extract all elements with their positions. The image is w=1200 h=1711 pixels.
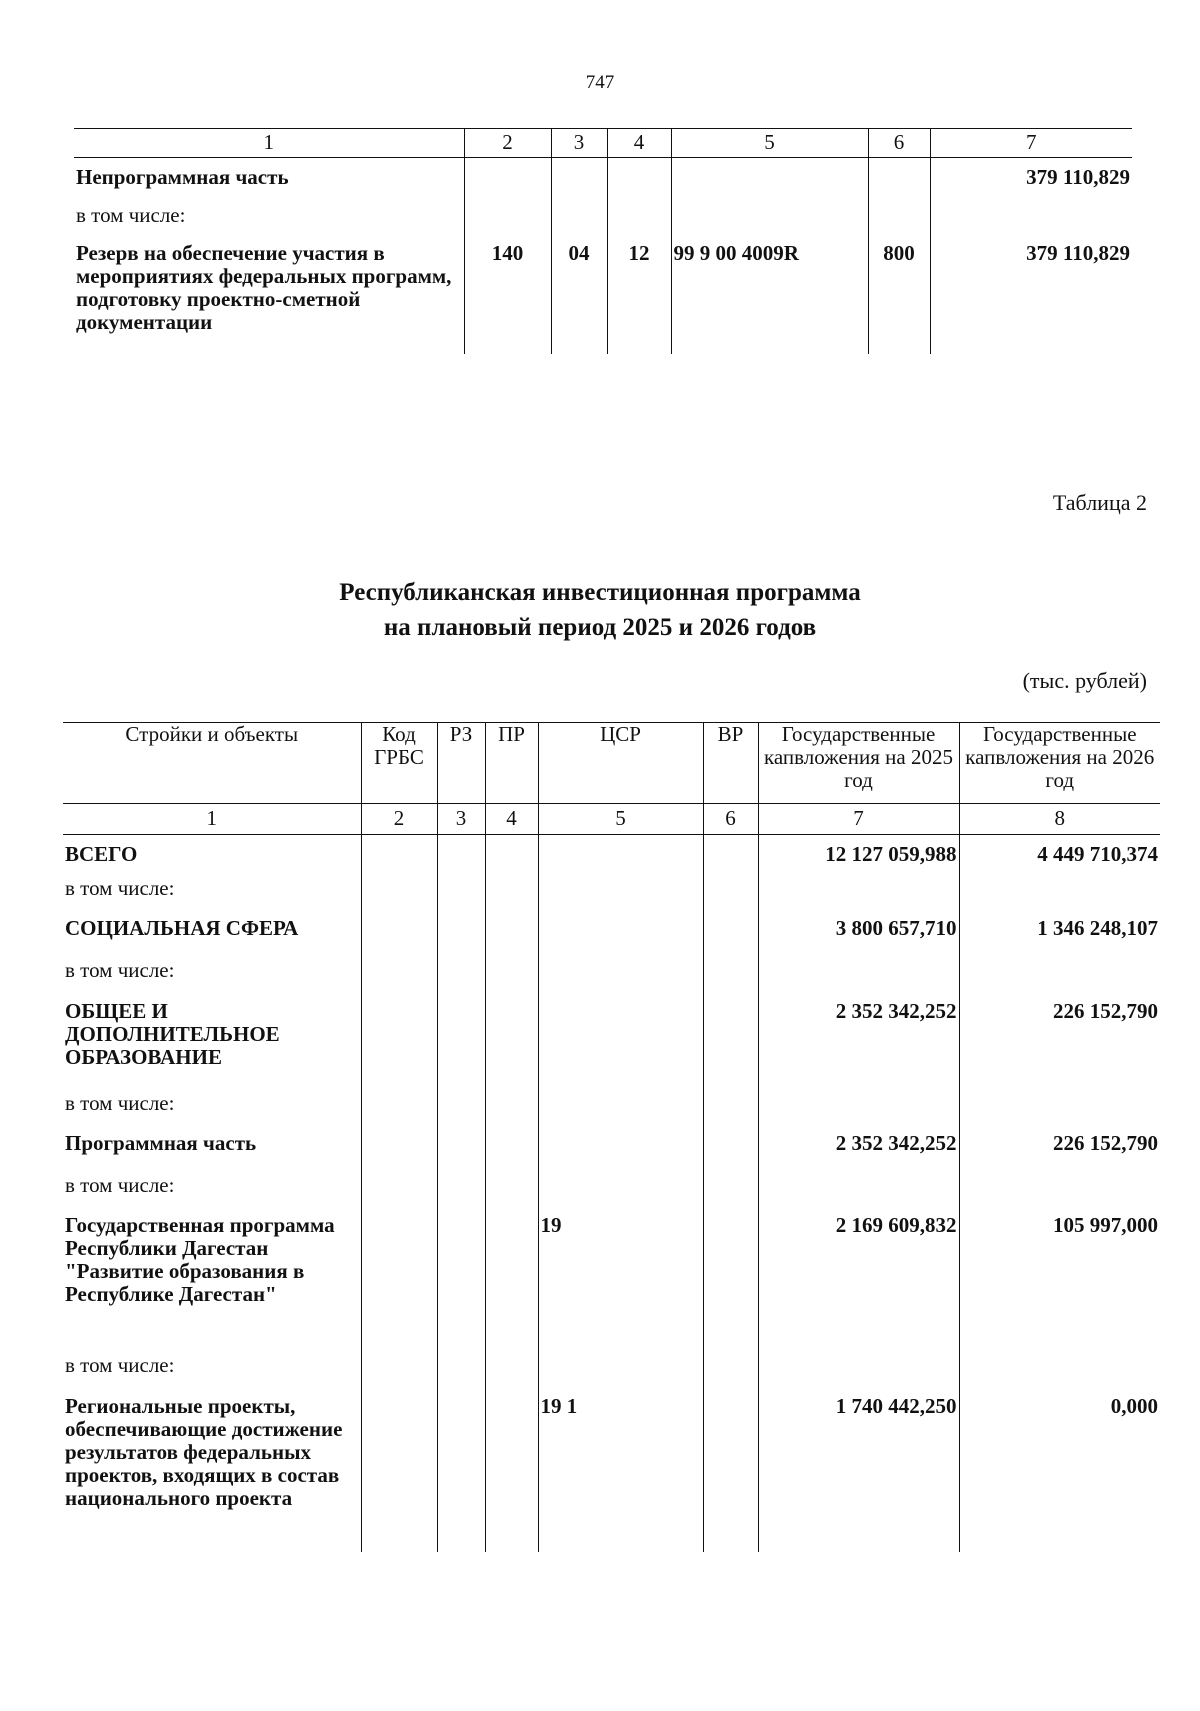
column-number: 1	[74, 129, 464, 158]
row-grbs: 140	[464, 242, 551, 354]
row-pr: 12	[607, 242, 671, 354]
header-cell: РЗ	[437, 723, 485, 804]
table-row	[63, 1000, 1160, 1092]
column-number: 8	[959, 804, 1160, 835]
row-name: в том числе:	[65, 1090, 175, 1115]
row-amount: 379 110,829	[930, 158, 1132, 204]
header-cell: Стройки и объекты	[63, 723, 361, 804]
table-row	[63, 835, 1160, 877]
column-number: 3	[437, 804, 485, 835]
row-name: ОБЩЕЕ И ДОПОЛНИТЕЛЬНОЕ ОБРАЗОВАНИЕ	[65, 998, 280, 1069]
row-name: Резерв на обеспечение участия в мероприятиях федеральных программ, подготовку проектно-сметной документации	[76, 240, 452, 334]
table-row	[63, 917, 1160, 959]
row-amount-2026: 1 346 248,107	[959, 917, 1160, 959]
header-cell: ЦСР	[538, 723, 703, 804]
row-amount-2025: 3 800 657,710	[758, 917, 959, 959]
table-row	[63, 1174, 1160, 1214]
title-line: на плановый период 2025 и 2026 годов	[383, 614, 817, 641]
budget-table-continuation	[74, 128, 1132, 354]
header-cell: Код ГРБС	[361, 723, 437, 804]
row-amount-2025: 2 352 342,252	[758, 1000, 959, 1092]
header-cell: Государственные капвложения на 2025 год	[758, 723, 959, 804]
row-name: в том числе:	[65, 875, 175, 900]
row-amount-2026: 0,000	[959, 1395, 1160, 1552]
column-number: 7	[758, 804, 959, 835]
row-name: СОЦИАЛЬНАЯ СФЕРА	[65, 915, 299, 940]
row-amount-2025: 2 352 342,252	[758, 1132, 959, 1174]
header-cell: Государственные капвложения на 2026 год	[959, 723, 1160, 804]
row-amount-2025: 12 127 059,988	[758, 835, 959, 877]
column-number: 6	[868, 129, 930, 158]
row-amount-2025: 2 169 609,832	[758, 1214, 959, 1354]
row-amount-2025: 1 740 442,250	[758, 1395, 959, 1552]
table-label: Таблица 2	[1052, 490, 1147, 515]
row-amount-2026: 4 449 710,374	[959, 835, 1160, 877]
units-note: (тыс. рублей)	[1022, 668, 1147, 693]
table-row	[74, 204, 1132, 242]
table-row	[63, 1395, 1160, 1552]
table-row	[63, 877, 1160, 917]
column-number: 2	[361, 804, 437, 835]
row-amount-2026: 226 152,790	[959, 1132, 1160, 1174]
row-name: Государственная программа Республики Дагестан "Развитие образования в Республике Дагестан"	[65, 1212, 335, 1306]
row-name: Региональные проекты, обеспечивающие достижение результатов федеральных проектов, входящих в состав национального проекта	[65, 1393, 343, 1510]
title-line: Республиканская инвестиционная программа	[339, 579, 861, 606]
page-number: 747	[585, 72, 615, 93]
row-csr: 19 1	[538, 1395, 703, 1552]
row-csr: 19	[538, 1214, 703, 1354]
column-number: 2	[464, 129, 551, 158]
row-name: Непрограммная часть	[76, 165, 289, 189]
row-rz: 04	[551, 242, 607, 354]
row-amount-2026: 226 152,790	[959, 1000, 1160, 1092]
column-number: 5	[538, 804, 703, 835]
column-number: 1	[63, 804, 361, 835]
row-amount: 379 110,829	[930, 242, 1132, 354]
column-number: 4	[485, 804, 538, 835]
table-row	[63, 959, 1160, 1000]
row-amount-2026: 105 997,000	[959, 1214, 1160, 1354]
column-number: 4	[607, 129, 671, 158]
column-number-row	[63, 804, 1160, 835]
row-name: ВСЕГО	[65, 842, 138, 866]
column-number: 7	[930, 129, 1132, 158]
row-name: в том числе:	[65, 1352, 175, 1377]
table-header-row	[63, 723, 1160, 804]
table-row	[74, 158, 1132, 204]
row-name: в том числе:	[65, 1172, 175, 1197]
column-number: 3	[551, 129, 607, 158]
table-header-row	[74, 129, 1132, 158]
table-row	[74, 242, 1132, 354]
table-row	[63, 1354, 1160, 1395]
investment-program-table	[63, 722, 1160, 1552]
column-number: 5	[671, 129, 868, 158]
table-row	[63, 1132, 1160, 1174]
row-name: Программная часть	[65, 1130, 257, 1155]
table-row	[63, 1092, 1160, 1132]
table-title	[0, 575, 1200, 645]
row-name: в том числе:	[76, 202, 186, 227]
header-cell: ВР	[703, 723, 758, 804]
table-row	[63, 1214, 1160, 1354]
row-csr: 99 9 00 4009R	[671, 242, 868, 354]
column-number: 6	[703, 804, 758, 835]
row-name: в том числе:	[65, 957, 175, 982]
row-vr: 800	[868, 242, 930, 354]
header-cell: ПР	[485, 723, 538, 804]
